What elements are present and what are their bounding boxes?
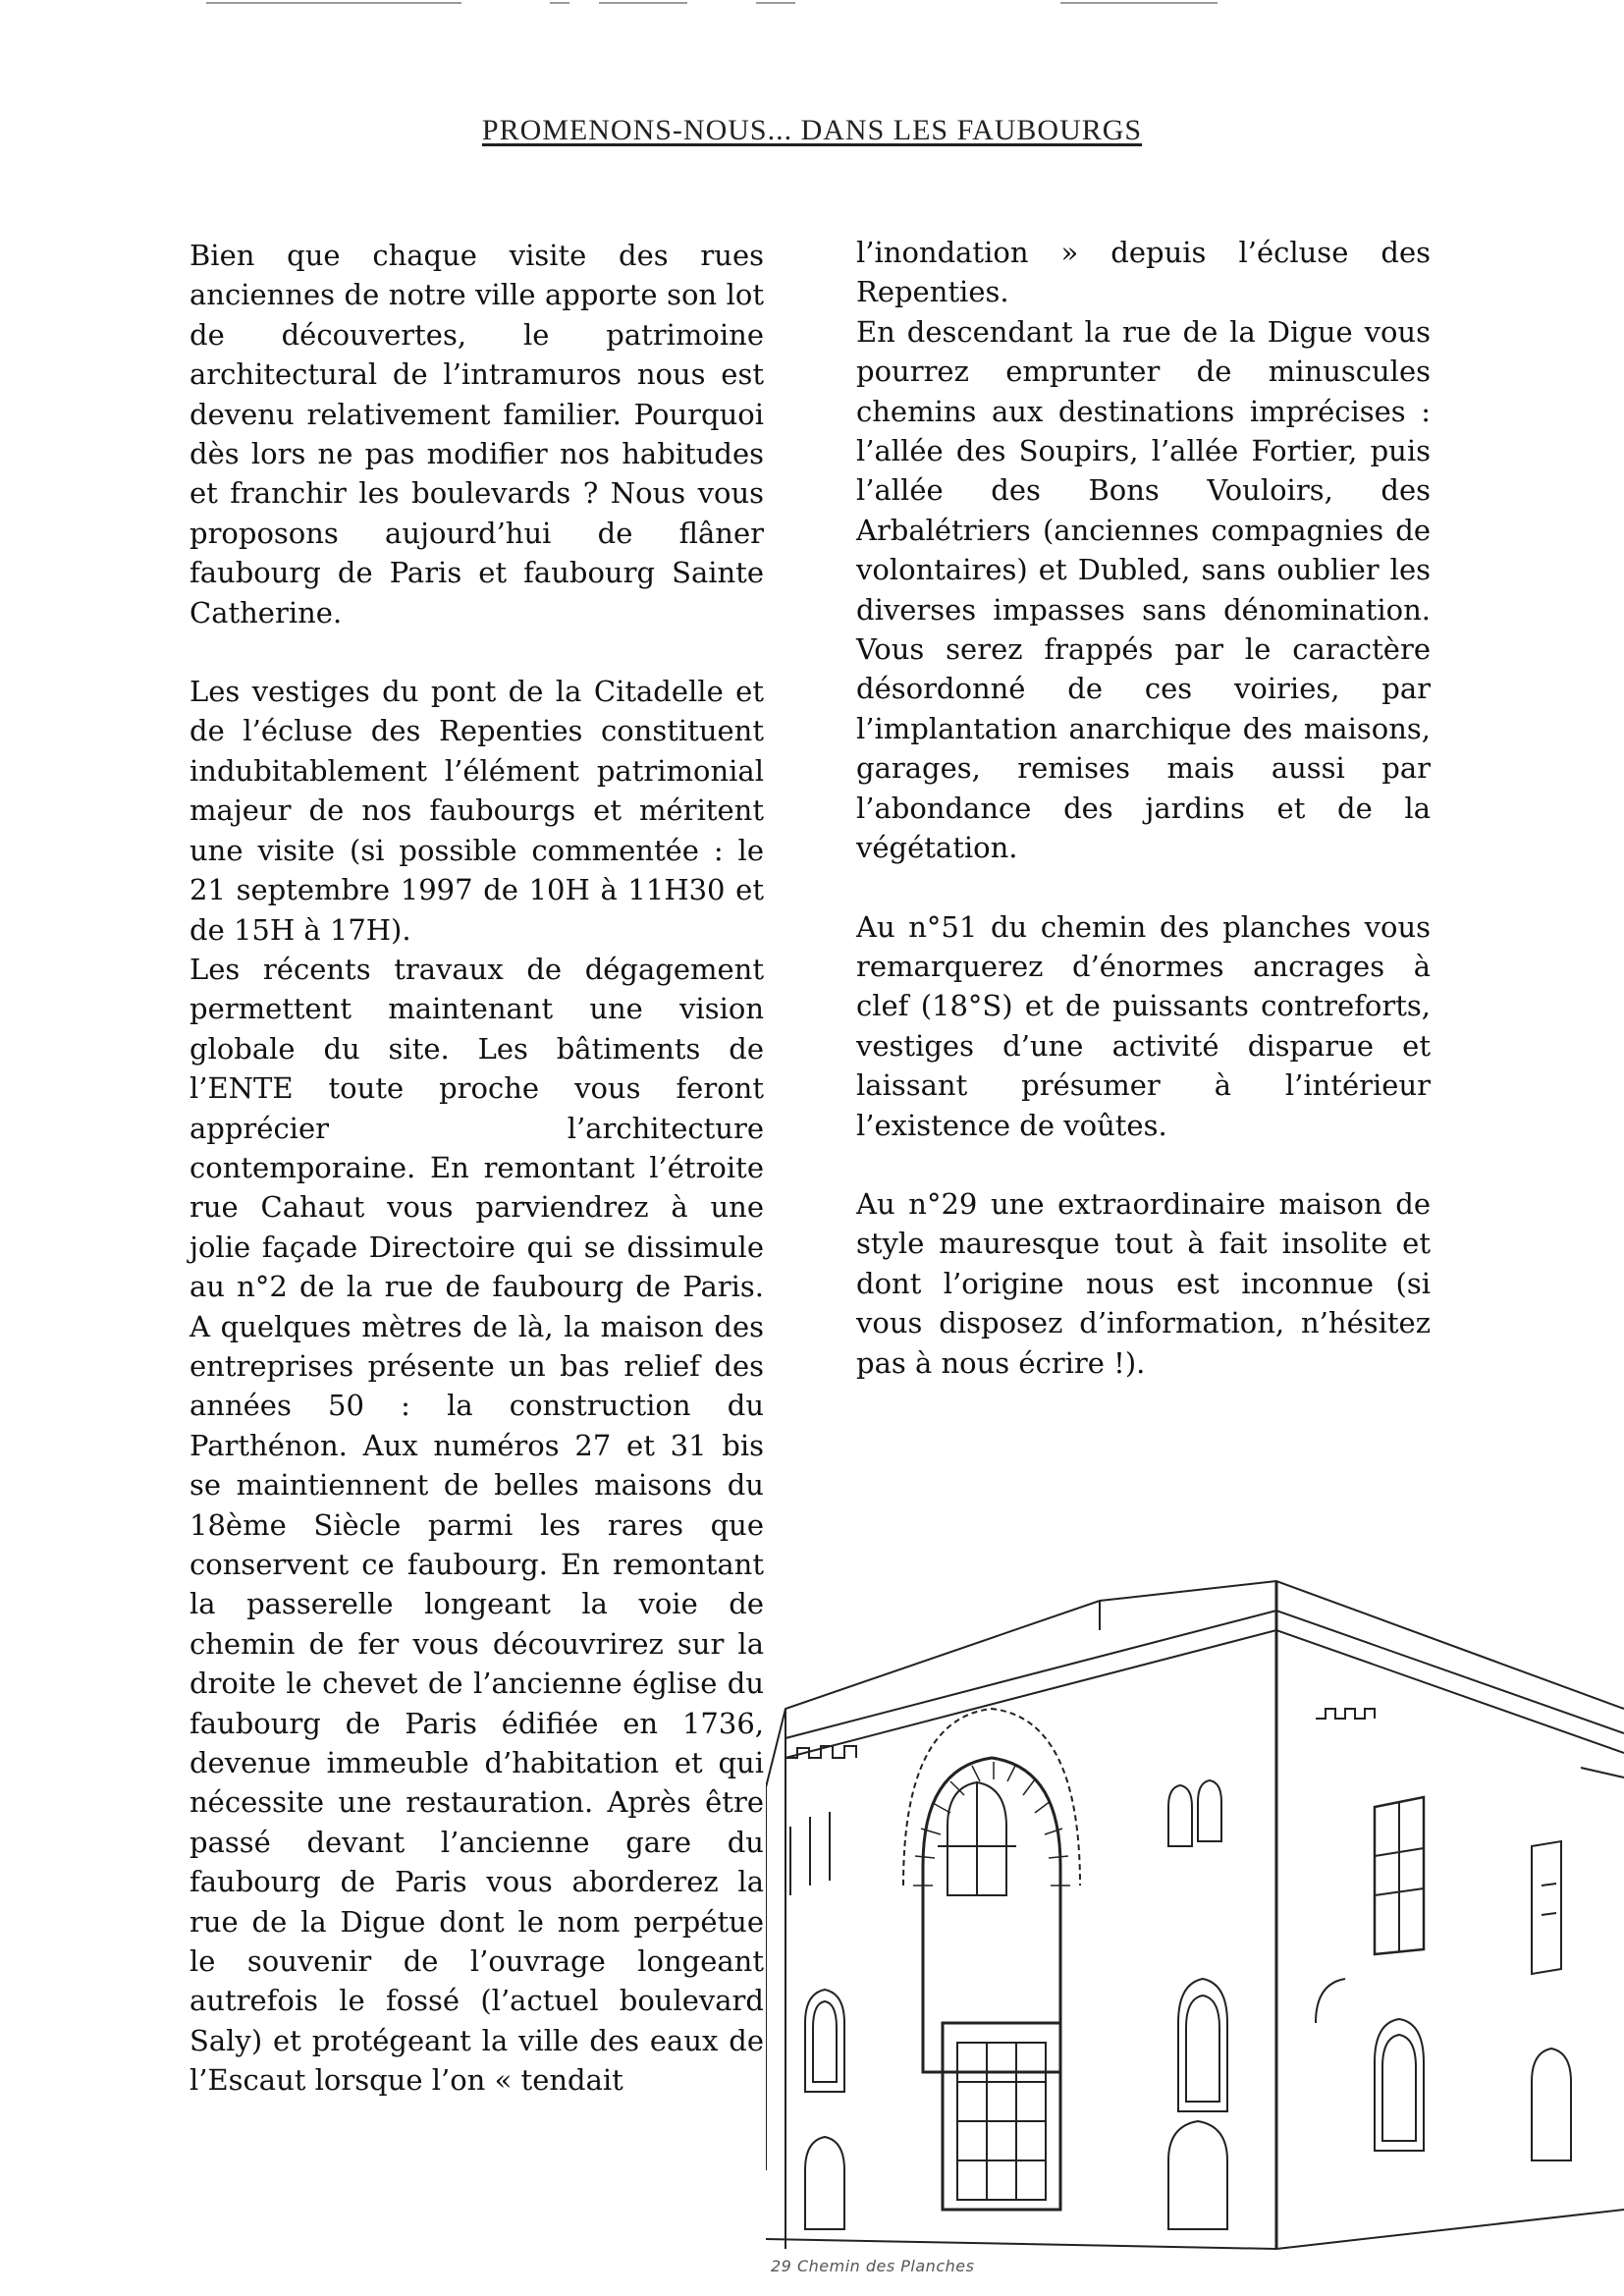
paragraph: Les vestiges du pont de la Citadelle et de l’écluse des Repenties constituent indubitablement l’élément patrimonial majeur de nos faubourgs et méritent une visite (si possible commentée : le 21 septembre 1997 de 10H à 11H30 et de 15H à 17H). xyxy=(189,675,764,947)
paragraph: l’inondation » depuis l’écluse des Repenties. xyxy=(856,236,1431,309)
scan-marks xyxy=(0,0,1624,12)
house-sketch-svg xyxy=(766,1561,1624,2269)
drawing-caption: 29 Chemin des Planches xyxy=(771,2257,975,2275)
paragraph: Bien que chaque visite des rues anciennes de notre ville apporte son lot de découvertes, le patrimoine architectural de l’intramuros nous est devenu relativement familier. Pourquoi dès lors ne pas modifier nos habitudes et franchir les boulevards ? Nous vous proposons aujourd’hui de flâner faubourg de Paris et faubourg Sainte Catherine. xyxy=(189,239,764,629)
left-column xyxy=(189,236,764,2101)
moorish-house-drawing xyxy=(766,1561,1624,2269)
page-title: PROMENONS-NOUS... DANS LES FAUBOURGS xyxy=(481,114,1143,146)
paragraph: Au n°29 une extraordinaire maison de style mauresque tout à fait insolite et dont l’origine nous est inconnue (si vous disposez d’information, n’hésitez pas à nous écrire !). xyxy=(856,1186,1431,1380)
paragraph: Les récents travaux de dégagement permettent maintenant une vision globale du site. Les bâtiments de l’ENTE toute proche vous feront apprécier l’architecture contemporaine. En remontant l’étroite rue Cahaut vous parviendrez à une jolie façade Directoire qui se dissimule au n°2 de la rue de faubourg de Paris. A quelques mètres de là, la maison des entreprises présente un bas relief des années 50 : la construction du Parthénon. Aux numéros 27 et 31 bis se maintiennent de belles maisons du 18ème Siècle parmi les rares que conservent ce faubourg. En remontant la passerelle longeant la voie de chemin de fer vous découvrirez sur la droite le chevet de l’ancienne église du faubourg de Paris édifiée en 1736, devenue immeuble d’habitation et qui nécessite une restauration. Après être passé devant l’ancienne gare du faubourg de Paris vous aborderez la rue de la Digue dont le nom perpétue le souvenir de l’ouvrage longeant autrefois le fossé (l’actuel boulevard Saly) et protégeant la ville des eaux de l’Escaut lorsque l’on « tendait xyxy=(189,952,764,2098)
paragraph: En descendant la rue de la Digue vous pourrez emprunter de minuscules chemins aux destinations imprécises : l’allée des Soupirs, l’allée Fortier, puis l’allée des Bons Vouloirs, des Arbalétriers (anciennes compagnies de volontaires) et Dubled, sans oublier les diverses impasses sans dénomination. Vous serez frappés par le caractère désordonné de ces voiries, par l’implantation anarchique des maisons, garages, remises mais aussi par l’abondance des jardins et de la végétation. xyxy=(856,314,1431,865)
paragraph: Au n°51 du chemin des planches vous remarquerez d’énormes ancrages à clef (18°S) et de puissants contreforts, vestiges d’une activité disparue et laissant présumer à l’intérieur l’existence de voûtes. xyxy=(856,909,1431,1142)
right-column xyxy=(856,233,1431,1383)
